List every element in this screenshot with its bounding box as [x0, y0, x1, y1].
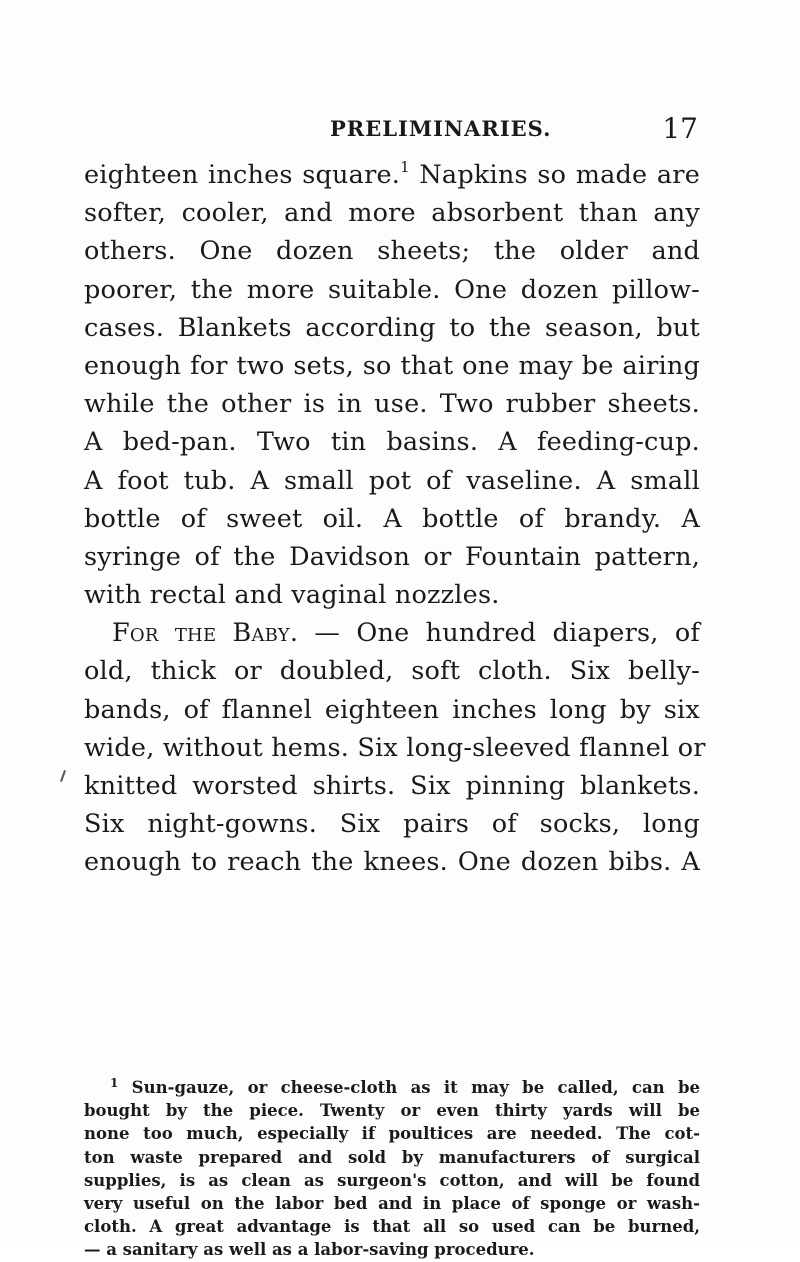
footnote-line: very useful on the labor bed and in place of sponge or wash-	[84, 1193, 700, 1213]
body-line: others. One dozen sheets; the older and	[84, 236, 700, 267]
section-heading: For the Baby.	[112, 618, 299, 649]
body-text	[84, 156, 706, 882]
footnote	[84, 1076, 700, 1262]
body-line: old, thick or doubled, soft cloth. Six belly-	[84, 656, 700, 687]
body-line: enough to reach the knees. One dozen bibs. A	[84, 847, 700, 878]
stray-ink-mark	[60, 770, 66, 782]
body-line: enough for two sets, so that one may be airing	[84, 350, 700, 381]
body-line: softer, cooler, and more absorbent than any	[84, 198, 700, 229]
section-line: For the Baby. — One hundred diapers, of	[112, 618, 701, 649]
body-line: wide, without hems. Six long-sleeved flannel or	[84, 732, 706, 763]
body-line: while the other is in use. Two rubber sheets.	[84, 389, 700, 420]
footnote-marker: 1	[110, 1076, 119, 1090]
page-number: 17	[662, 112, 698, 145]
body-line: bottle of sweet oil. A bottle of brandy. A	[84, 503, 700, 534]
footnote-line: supplies, is as clean as surgeon's cotton, and will be found	[84, 1170, 700, 1190]
body-line: bands, of flannel eighteen inches long by six	[84, 694, 700, 725]
footnote-line: cloth. A great advantage is that all so used can be burned,	[84, 1217, 700, 1237]
footnote-line: none too much, especially if poultices are needed. The cot-	[84, 1124, 700, 1144]
body-line: cases. Blankets according to the season, but	[84, 312, 700, 343]
footnote-line: ton waste prepared and sold by manufacturers of surgical	[84, 1147, 700, 1167]
footnote-line: bought by the piece. Twenty or even thirty yards will be	[84, 1101, 700, 1121]
body-line: syringe of the Davidson or Fountain pattern,	[84, 541, 700, 572]
body-line: eighteen inches square.$^1$ Napkins so made are	[84, 158, 700, 190]
footnote-line: — a sanitary as well as a labor-saving procedure.	[84, 1240, 535, 1260]
body-line: Six night-gowns. Six pairs of socks, long	[84, 809, 700, 840]
footnote-reference: 1	[400, 158, 410, 176]
footnote-line: $^1$ Sun-gauze, or cheese-cloth as it may be called, can be	[110, 1076, 700, 1097]
body-line: A foot tub. A small pot of vaseline. A small	[84, 465, 700, 496]
body-line: knitted worsted shirts. Six pinning blankets.	[84, 771, 700, 801]
body-line: A bed-pan. Two tin basins. A feeding-cup.	[84, 427, 700, 458]
body-line: with rectal and vaginal nozzles.	[84, 580, 500, 611]
body-line: poorer, the more suitable. One dozen pillow-	[84, 274, 700, 305]
running-title: PRELIMINARIES.	[330, 116, 552, 141]
running-head	[330, 112, 698, 152]
